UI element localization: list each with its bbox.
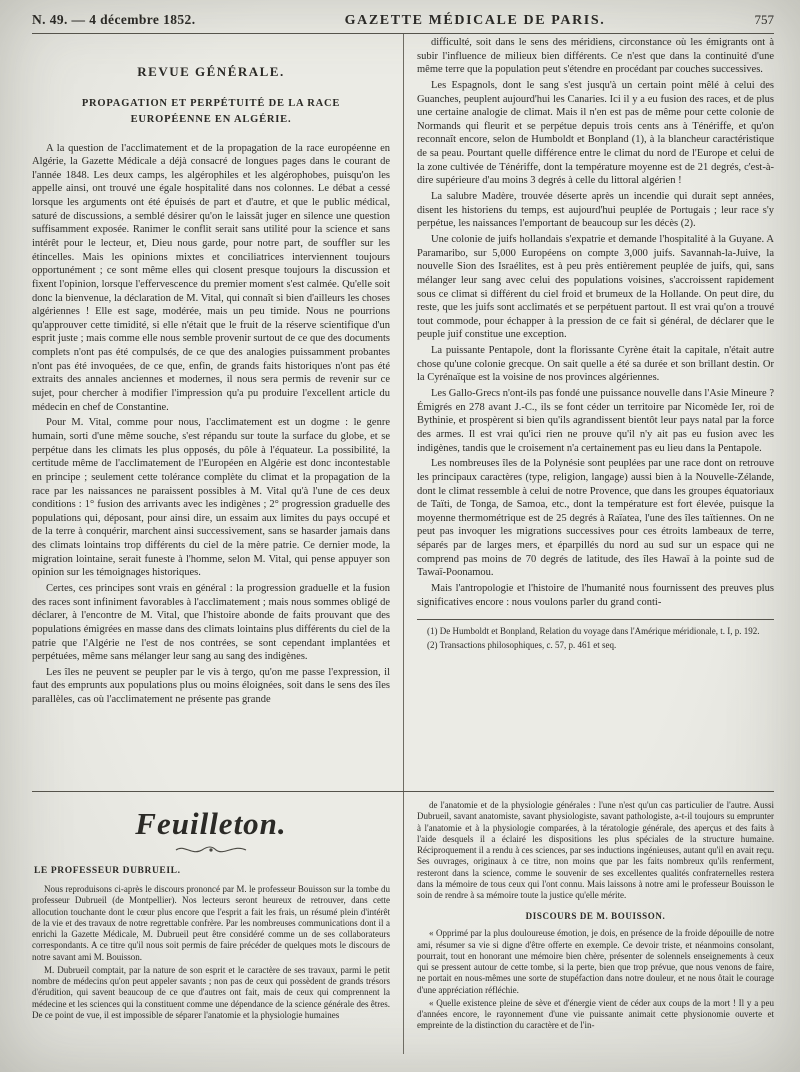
feuilleton-right-column (403, 792, 774, 1054)
footnotes (417, 626, 774, 651)
feuilleton-paragraph: de l'anatomie et de la physiologie générales : l'une n'est qu'un cas particulier de l'autre. Aussi Dubrueil, savant anatomiste, savant physiologiste, savant pathologiste, a-t-il toujours su emprunter à l'anatomie et à la physiologie comparées, à la tératologie générale, des aperçus et des faits à l'aide desquels il a éclairé les dispositions les plus spéciales de la structure humaine. Réciproquement il a rendu à ces sciences, par ses inductions ingénieuses, autant qu'il en avait reçu. Ses ouvrages, originaux à ce titre, non moins que par les faits nombreux qu'ils renferment, resteront dans la science, comme le souvenir de ses excellentes qualités confraternelles restera dans la mémoire de tous ceux qui l'ont connu. Mais laissons à notre ami le professeur Bouisson le soin de rendre à sa mémoire toute la justice qu'elle mérite. (417, 800, 774, 900)
article-paragraph: La salubre Madère, trouvée déserte après un incendie qui durait sept années, disent les historiens du temps, est aujourd'hui peuplée de Portugais ; leur race s'y perpétue, les naissances l'emportant de beaucoup sur les décès (2). (417, 191, 774, 230)
page-number: 757 (754, 12, 774, 27)
article-paragraph: Les nombreuses îles de la Polynésie sont peuplées par une race dont on retrouve les principaux caractères (type, religion, langage) aussi bien à la Nouvelle-Zélande, dont le climat ressemble à celui de notre Provence, que dans les groupes équatoriaux de Taïti, de Tonga, de Samoa, etc., dont la température est fort élevée, puisque la moyenne thermométrique est de 25 degrés à Raïatea, l'une des îles taïtiennes. On ne peut pas invoquer les migrations successives pour ces étroits lambeaux de terre, séparés par de larges mers, et éparpillés du nord au sud sur un espace qui ne comprend pas moins de 70 degrés de latitude, des îles Hawaï à la pointe sud de Tawaï-Poonamou. (417, 458, 774, 579)
article-paragraph: Pour M. Vital, comme pour nous, l'acclimatement est un dogme : le genre humain, sorti d'une même souche, s'est répandu sur toute la surface du globe, et se perpétue dans les climats les plus opposés, du pôle à l'équateur. La possibilité, la certitude même de l'acclimatement de l'Européen en Algérie est donc incontestable en principe ; seulement cette tolérance complète du climat et la propagation de la race par les naissances ne paraissent possibles à M. Vital qu'à l'une de ces deux conditions : 1° fusion des arrivants avec les indigènes ; 2° progression graduelle des populations qui, déposant, pour ainsi dire, un essaim aux limites du pays occupé et de la terre à conquérir, marchent ainsi successivement, sans se hasarder jamais dans des climats lointains trop différents du ciel de la mère patrie. Ce dernier mode, la migration lointaine, serait funeste à l'homme, selon M. Vital, qui pense appuyer son opinion sur les témoignages historiques. (32, 417, 390, 579)
article-paragraph: Les Espagnols, dont le sang s'est jusqu'à un certain point mêlé à celui des Guanches, peuplent aujourd'hui les Canaries. Ici il y a eu fusion des races, et de plus une certaine analogie de climat. Mais il n'en est pas de même pour cette colonie de Normands qui fleurit et se perpétue depuis trois cents ans à Ténériffe, et qu'on reconnaît encore, selon de Humboldt et Bonpland (1), à la blancheur caractéristique de sa peau. Pourtant quelle différence entre le climat du nord de l'Europe et celui de la zone cultivée de Ténériffe, dont la température moyenne est de 21 degrés, c'est-à-dire supérieure d'au moins 3 degrés à celle du littoral algérien ! (417, 79, 774, 187)
footnote-rule (417, 619, 774, 620)
feuilleton-left-column (32, 792, 403, 1054)
article-paragraph: Une colonie de juifs hollandais s'expatrie et demande l'hospitalité à la Guyane. A Paramaribo, sur 5,000 Européens on compte 3,000 juifs. Savannah-la-Juive, la nouvelle Sion des Israélites, est à peu près entièrement peuplée de juifs, qui, sans mélanger leur sang avec celui des populations voisines, s'accroissent rapidement sous ce climat si différent du ciel froid et brumeux de la Hollande. On peut dire, du reste, que les juifs sont acclimatés et se perpétuent partout. Il est vrai qu'on a trouvé tout commode, pour échapper à la pression de ce fait si général, de déclarer que le peuple juif constitue une exception. (417, 233, 774, 341)
masthead-title: GAZETTE MÉDICALE DE PARIS. (344, 13, 606, 28)
discourse-paragraph: « Quelle existence pleine de sève et d'énergie vient de céder aux coups de la mort ! Il y a peu d'années encore, le rayonnement d'une vie puissante animait cette physionomie ouverte et empreinte de la distinction du caractère et de l'in- (417, 997, 774, 1031)
page-header (32, 12, 774, 29)
feuilleton-title: Feuilleton. (135, 806, 287, 841)
revue-section-title: REVUE GÉNÉRALE. (137, 64, 285, 79)
article-paragraph: Certes, ces principes sont vrais en général : la progression graduelle et la fusion des races sont infiniment favorables à l'acclimatement ; mais nous sommes obligé de déclarer, à l'encontre de M. Vital, que l'histoire abonde de faits prouvant que des populations émigrées en masse dans des climats lointains plus différents du ciel de la patrie que l'Algérie ne l'est de nos contrées, se sont cependant implantées et perpétuées, même sans mélanger leur sang au sang des indigènes. (32, 583, 390, 663)
revue-right-text (417, 36, 774, 609)
discourse-heading: DISCOURS DE M. BOUISSON. (525, 911, 666, 922)
article-paragraph: Les Gallo-Grecs n'ont-ils pas fondé une puissance nouvelle dans l'Asie Mineure ? Émigrés en 278 avant J.-C., ils se font céder un territoire par Nicomède Ier, roi de Bythinie, et prospèrent si bien qu'ils agrandissent bientôt leur pays natal par la force des armes. Il est vrai qu'ici rien ne prouve qu'il n'y ait pas eu fusion avec les indigènes, tandis que le croisement n'a certainement pas eu lieu dans la Pentapole. (417, 388, 774, 454)
feuilleton-paragraph: M. Dubrueil comptait, par la nature de son esprit et le caractère de ses travaux, parmi le petit nombre de médecins qu'on peut appeler savants ; non pas de ceux qui possèdent de grands trésors d'érudition, qui savent beaucoup de ce que d'autres ont fait, mais de ceux qui comprennent la médecine et les sciences qui la constituent comme une dépendance de la science générale des êtres. De ce point de vue, il est impossible de séparer l'anatomie et la physiologie humaines (32, 964, 390, 1020)
discourse-text (417, 928, 774, 1031)
article-paragraph: Les îles ne peuvent se peupler par le vis à tergo, qu'on me passe l'expression, il faut des emprunts aux populations plus ou moins éloignées, soit dans le sens des îles parallèles, cas où l'acclimatement ne présente pas grande (32, 666, 390, 706)
issue-number-date: N. 49. — 4 décembre 1852. (32, 12, 196, 27)
feuilleton-left-text (32, 884, 390, 1021)
feuilleton-columns (32, 792, 774, 1054)
main-content-columns (32, 34, 774, 791)
footnote-item: (2) Transactions philosophiques, c. 57, p. 461 et seq. (427, 639, 617, 650)
article-title: PROPAGATION ET PERPÉTUITÉ DE LA RACE EUROPÉENNE EN ALGÉRIE. (81, 98, 341, 125)
footnote-item: (1) De Humboldt et Bonpland, Relation du voyage dans l'Amérique méridionale, t. I, p. 192. (427, 626, 760, 637)
feuilleton-right-text (417, 800, 774, 901)
left-column (32, 34, 403, 791)
revue-left-text (32, 142, 390, 707)
feuilleton-paragraph: Nous reproduisons ci-après le discours prononcé par M. le professeur Bouisson sur la tombe du professeur Dubrueil (de Montpellier). Nos lecteurs seront heureux de retrouver, dans cette allocution touchante dont le cœur plus encore que l'esprit a fait les frais, un résumé plein d'intérêt de la vie et des travaux de notre regrettable confrère. Par les nombreuses communications dont il a enrichi la Gazette Médicale, M. Dubrueil peut être considéré comme un de ses collaborateurs correspondants. A ce titre qu'il nous soit permis de faire précéder de quelques mots le discours de notre savant ami M. Bouisson. (32, 884, 390, 962)
discourse-paragraph: « Opprimé par la plus douloureuse émotion, je dois, en présence de la froide dépouille de notre ami, résumer sa vie si digne d'être offerte en exemple. Ce devoir triste, et néanmoins consolant, pourrait, tout en honorant une mémoire bien chère, présenter de solennels enseignements à ceux qui se pressent autour de cette tombe, si la perte, bien que trop prévue, que nous venons de faire, ne portait en nous-mêmes une sorte de stupéfaction dans notre douleur, et ne nous ôtait le courage d'une appréciation réfléchie. (417, 928, 774, 995)
article-paragraph: Mais l'antropologie et l'histoire de l'humanité nous fournissent des preuves plus significatives encore : nous voulons parler du grand conti- (417, 582, 774, 608)
article-paragraph: La puissante Pentapole, dont la florissante Cyrène était la capitale, n'était autre chose qu'une colonie grecque. On sait quelle a été sa durée et son brillant destin. Or la Cyrénaïque est la voisine de nos provinces algériennes. (417, 345, 774, 384)
feuilleton-article-title: LE PROFESSEUR DUBRUEIL. (34, 866, 181, 876)
article-paragraph: difficulté, soit dans le sens des méridiens, circonstance où les émigrants ont à subir l'influence de milieux bien différents. Ce n'est que dans la continuité d'une même terre que la population peut s'étendre en procédant par couches successives. (417, 37, 774, 76)
flourish-ornament-icon (174, 844, 248, 856)
article-paragraph: A la question de l'acclimatement et de la propagation de la race européenne en Algérie, la Gazette Médicale a déjà consacré de longues pages dans le courant de l'année 1848. Les deux camps, les algérophiles et les algérophobes, puisqu'on les appelle ainsi, ont trouvé une égale hospitalité dans nos colonnes. Le débat a cessé lorsque les arguments ont été épuisés de part et d'autre, et que le public médical, saturé de discussions, a semblé désirer qu'on le laissât juger en silence une question suffisamment exposée. Ranimer le conflit serait sans utilité pour la science et sans intérêt pour le lecteur, et, Dieu nous garde, pour notre part, de souffler sur les étincelles. Mais les opinions mixtes et conciliatrices interviennent toujours opportunément ; ce sont même elles qui closent presque toujours la discussion et fixent l'opinion, lorsque l'effervescence du premier moment s'est calmée. Qu'elle soit donc la bienvenue, la déclaration de M. Vital, qui connaît si bien d'ailleurs les choses algériennes ! Elle est sage, modérée, mais un peu timide. Nous ne pourrions qu'approuver cette timidité, si elle n'était que le fruit de la réserve scientifique d'un esprit juste ; mais comme elle nous semble provenir surtout de ce que des documents complets n'ont pas été compulsés, de ce que des analogies puissamment probantes n'ont pas été invoquées, de ce que, enfin, de grands faits historiques n'ont pas été extraits des annales anciennes et modernes, il nous sera permis de revenir sur ce sujet, pour chercher à modifier l'impression qu'a pu produire l'excellent article du médecin en chef de Constantine. (32, 142, 390, 413)
right-column (403, 34, 774, 791)
